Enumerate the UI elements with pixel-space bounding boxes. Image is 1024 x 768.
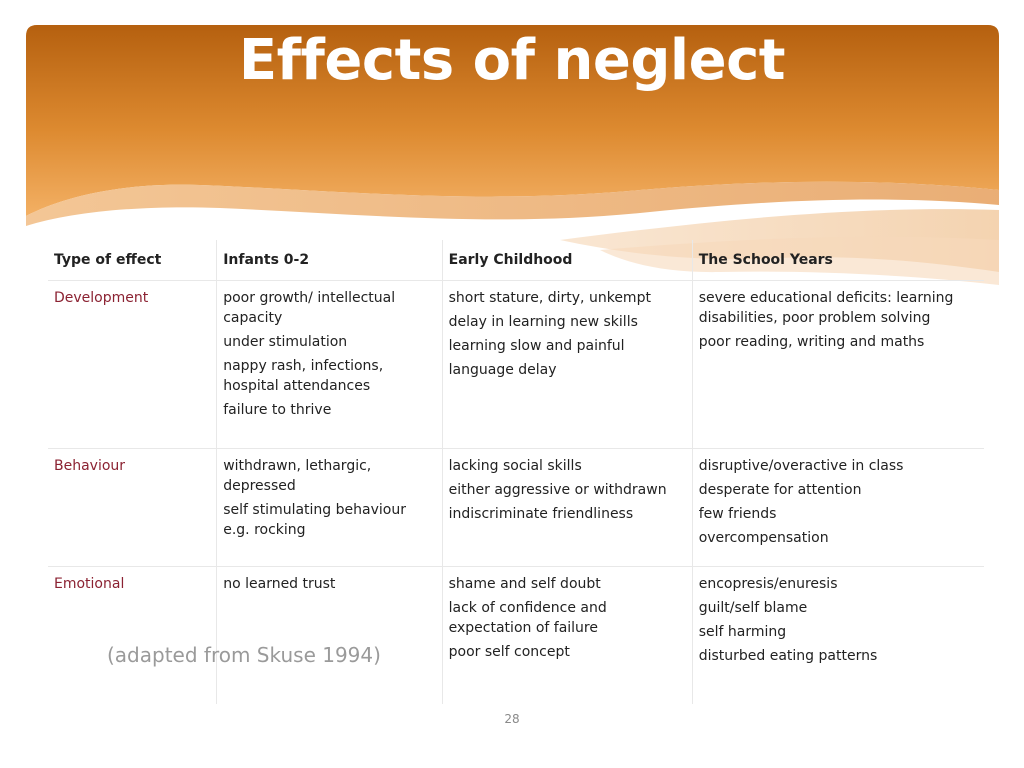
list-item: poor growth/ intellectual capacity: [223, 290, 396, 326]
cell-behaviour-infants: [217, 449, 442, 567]
list-item: lack of confidence and expectation of failure: [448, 600, 607, 636]
cell-behaviour-school: [692, 449, 984, 567]
list-item: desperate for attention: [698, 482, 862, 498]
list-item: shame and self doubt: [448, 576, 601, 592]
list-item: overcompensation: [698, 530, 829, 546]
list-item: disruptive/overactive in class: [698, 458, 904, 474]
list-item: lacking social skills: [448, 458, 582, 474]
list-item: disturbed eating patterns: [698, 648, 878, 664]
cell-emotional-early: [442, 567, 692, 705]
page-number: 28: [504, 712, 520, 726]
list-item: no learned trust: [223, 576, 336, 592]
list-item: under stimulation: [223, 334, 348, 350]
list-item: short stature, dirty, unkempt: [448, 290, 651, 306]
header-school-years: The School Years: [692, 240, 984, 281]
effect-type-development: Development: [48, 281, 217, 449]
list-item: poor self concept: [448, 644, 570, 660]
cell-emotional-school: [692, 567, 984, 705]
cell-development-early: [442, 281, 692, 449]
list-item: delay in learning new skills: [448, 314, 638, 330]
effects-table: [48, 240, 984, 704]
cell-behaviour-early: [442, 449, 692, 567]
list-item: withdrawn, lethargic, depressed: [223, 458, 372, 494]
effect-type-behaviour: Behaviour: [48, 449, 217, 567]
header-early-childhood: Early Childhood: [442, 240, 692, 281]
list-item: language delay: [448, 362, 557, 378]
table-header-row: [48, 240, 984, 281]
header-infants: Infants 0-2: [217, 240, 442, 281]
source-citation: (adapted from Skuse 1994): [107, 643, 381, 667]
list-item: nappy rash, infections, hospital attendances: [223, 358, 384, 394]
list-item: either aggressive or withdrawn: [448, 482, 667, 498]
list-item: self harming: [698, 624, 787, 640]
list-item: learning slow and painful: [448, 338, 625, 354]
list-item: guilt/self blame: [698, 600, 808, 616]
cell-development-infants: [217, 281, 442, 449]
list-item: severe educational deficits: learning disabilities, poor problem solving: [698, 290, 954, 326]
list-item: encopresis/enuresis: [698, 576, 838, 592]
table-row-behaviour: [48, 449, 984, 567]
slide-title: Effects of neglect: [238, 28, 786, 93]
list-item: failure to thrive: [223, 402, 332, 418]
list-item: few friends: [698, 506, 777, 522]
header-type-of-effect: Type of effect: [48, 240, 217, 281]
table-row-emotional: [48, 567, 984, 705]
cell-emotional-infants: [217, 567, 442, 705]
cell-development-school: [692, 281, 984, 449]
effect-type-emotional: Emotional: [54, 576, 125, 592]
list-item: indiscriminate friendliness: [448, 506, 634, 522]
list-item: poor reading, writing and maths: [698, 334, 925, 350]
list-item: self stimulating behaviour e.g. rocking: [223, 502, 406, 538]
table-row-development: [48, 281, 984, 449]
